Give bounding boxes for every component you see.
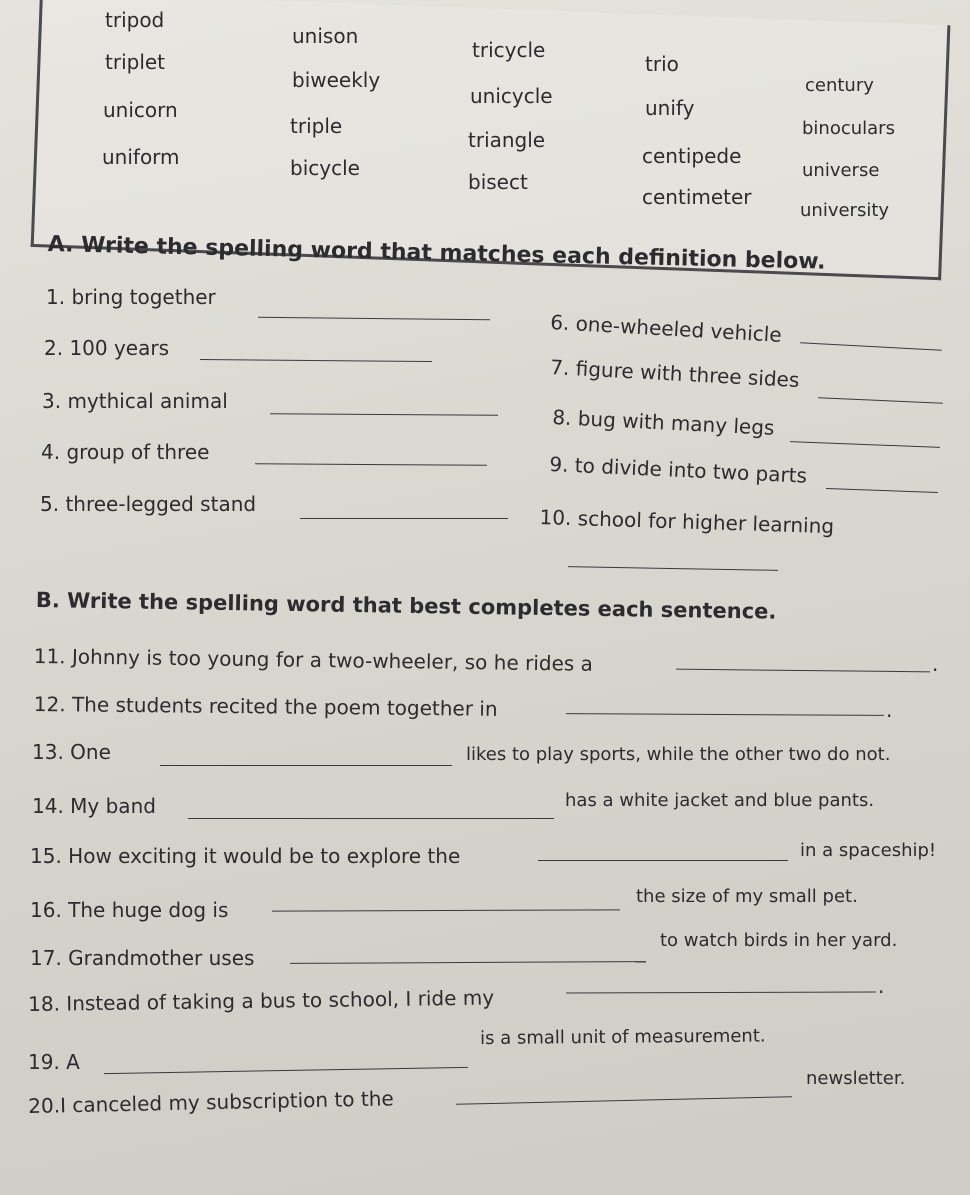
sentence-text: newsletter. bbox=[806, 1068, 906, 1089]
sentence-text: has a white jacket and blue pants. bbox=[565, 790, 875, 811]
word-bank-word: triple bbox=[290, 114, 343, 138]
sentence-text: 11. Johnny is too young for a two-wheeler, so he rides a bbox=[33, 644, 594, 676]
sentence-text: 20.I canceled my subscription to the bbox=[28, 1086, 394, 1118]
sentence-text: to watch birds in her yard. bbox=[660, 930, 898, 951]
answer-blank[interactable] bbox=[790, 441, 940, 448]
sentence-text: 14. My band bbox=[32, 794, 156, 818]
definition-item: 10. school for higher learning bbox=[539, 505, 835, 539]
definition-item: 4. group of three bbox=[41, 440, 210, 464]
answer-blank[interactable] bbox=[456, 1096, 792, 1105]
definition-item: 1. bring together bbox=[46, 285, 216, 309]
sentence-text: 19. A bbox=[28, 1050, 80, 1074]
definition-item: 3. mythical animal bbox=[42, 389, 228, 413]
answer-blank[interactable] bbox=[200, 359, 432, 362]
section-b-heading: B. Write the spelling word that best completes each sentence. bbox=[35, 588, 777, 624]
word-bank-word: bisect bbox=[468, 170, 528, 194]
word-bank-word: century bbox=[805, 75, 874, 96]
answer-blank[interactable] bbox=[300, 518, 508, 519]
section-a-heading: A. Write the spelling word that matches each definition below. bbox=[47, 232, 826, 275]
definition-item: 9. to divide into two parts bbox=[548, 452, 808, 488]
word-bank-word: unicorn bbox=[103, 98, 178, 122]
answer-blank[interactable] bbox=[818, 397, 943, 403]
word-bank-word: bicycle bbox=[290, 156, 360, 180]
definition-item: 6. one-wheeled vehicle bbox=[549, 310, 783, 347]
sentence-text: likes to play sports, while the other two do not. bbox=[466, 744, 891, 765]
definition-item: 2. 100 years bbox=[44, 336, 170, 360]
answer-blank[interactable] bbox=[160, 765, 452, 766]
answer-blank[interactable] bbox=[290, 961, 646, 964]
word-bank-word: centipede bbox=[642, 144, 742, 168]
word-bank-word: unison bbox=[292, 24, 359, 48]
sentence-text: . bbox=[932, 652, 939, 676]
answer-blank[interactable] bbox=[568, 566, 778, 571]
answer-blank[interactable] bbox=[566, 991, 876, 993]
answer-blank[interactable] bbox=[272, 909, 620, 911]
sentence-text: . bbox=[886, 698, 893, 722]
answer-blank[interactable] bbox=[258, 317, 490, 320]
word-bank-word: unicycle bbox=[470, 84, 553, 108]
answer-blank[interactable] bbox=[255, 463, 487, 466]
sentence-text: 16. The huge dog is bbox=[30, 898, 229, 922]
sentence-text: 12. The students recited the poem together in bbox=[33, 692, 498, 721]
answer-blank[interactable] bbox=[104, 1067, 468, 1074]
word-bank-word: centimeter bbox=[642, 185, 752, 209]
answer-blank[interactable] bbox=[800, 342, 942, 350]
sentence-text: 15. How exciting it would be to explore the bbox=[30, 844, 461, 868]
word-bank-word: tricycle bbox=[472, 38, 546, 62]
answer-blank[interactable] bbox=[270, 413, 498, 416]
word-bank-word: unify bbox=[645, 96, 695, 120]
sentence-text: . bbox=[878, 974, 885, 998]
answer-blank[interactable] bbox=[826, 488, 938, 493]
word-bank-word: biweekly bbox=[292, 68, 381, 92]
sentence-text: 18. Instead of taking a bus to school, I ride my bbox=[28, 985, 495, 1016]
answer-blank[interactable] bbox=[566, 713, 884, 716]
word-bank-word: uniform bbox=[102, 145, 180, 169]
word-bank-word: tripod bbox=[105, 8, 165, 32]
definition-item: 5. three-legged stand bbox=[40, 492, 257, 516]
word-bank-word: universe bbox=[802, 160, 880, 181]
word-bank-word: triplet bbox=[105, 50, 166, 74]
definition-item: 7. figure with three sides bbox=[549, 355, 800, 393]
word-bank-word: binoculars bbox=[802, 118, 895, 139]
word-bank-word: trio bbox=[645, 52, 679, 76]
sentence-text: 13. One bbox=[32, 740, 111, 764]
sentence-text: in a spaceship! bbox=[800, 840, 937, 861]
sentence-text: the size of my small pet. bbox=[636, 886, 858, 907]
word-bank-word: triangle bbox=[468, 128, 546, 152]
answer-blank[interactable] bbox=[188, 818, 554, 819]
definition-item: 8. bug with many legs bbox=[551, 405, 775, 440]
answer-blank[interactable] bbox=[676, 669, 930, 673]
sentence-text: is a small unit of measurement. bbox=[480, 1025, 766, 1049]
answer-blank[interactable] bbox=[538, 860, 788, 861]
word-bank-word: university bbox=[800, 200, 890, 221]
sentence-text: 17. Grandmother uses bbox=[30, 946, 255, 970]
